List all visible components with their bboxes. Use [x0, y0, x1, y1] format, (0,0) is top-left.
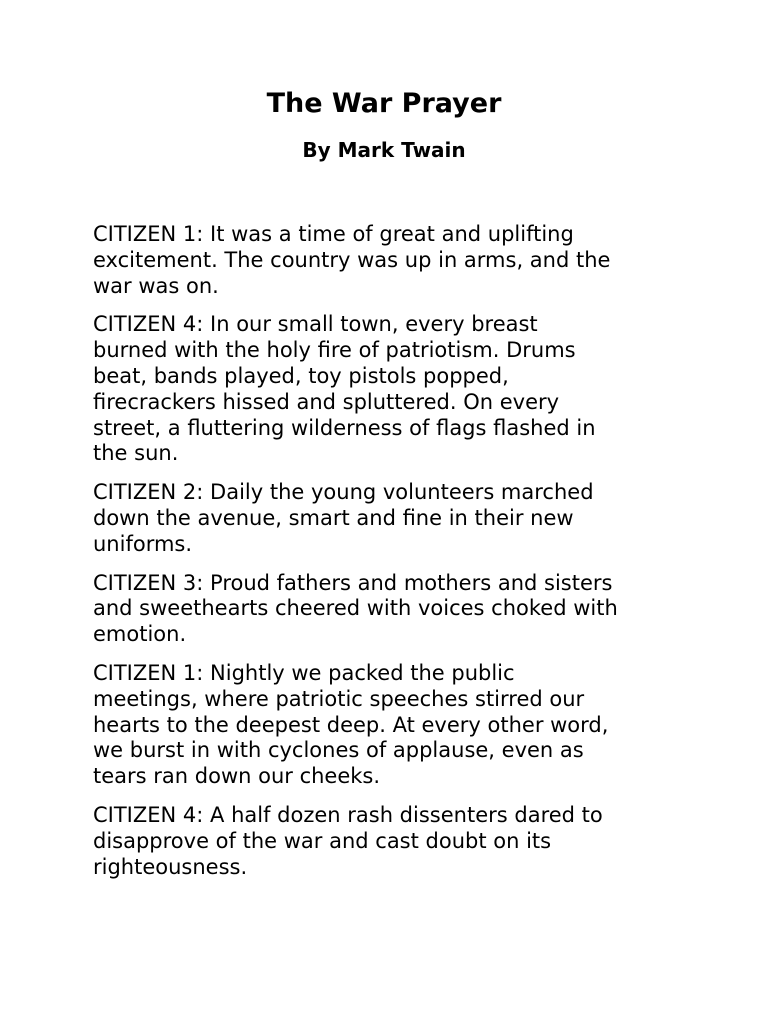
document-title: The War Prayer — [266, 88, 502, 119]
paragraph: CITIZEN 2: Daily the young volunteers marched down the avenue, smart and fine in their new uniforms. — [93, 480, 594, 556]
paragraph: CITIZEN 4: In our small town, every breast burned with the holy fire of patriotism. Drums beat, bands played, toy pistols popped, firecrackers hissed and spluttered. On every street, a fluttering wilderness of flags flashed in the sun. — [93, 312, 596, 466]
paragraph: CITIZEN 3: Proud fathers and mothers and sisters and sweethearts cheered with voices choked with emotion. — [93, 570, 618, 647]
paragraph: CITIZEN 1: It was a time of great and uplifting excitement. The country was up in arms, and the war was on. — [93, 222, 611, 298]
paragraph: CITIZEN 4: A half dozen rash dissenters dared to disapprove of the war and cast doubt on its righteousness. — [93, 802, 603, 879]
document-body — [93, 222, 693, 893]
document-author: By Mark Twain — [302, 138, 466, 162]
paragraph: CITIZEN 1: Nightly we packed the public meetings, where patriotic speeches stirred our hearts to the deepest deep. At every other word, we burst in with cyclones of applause, even as tears ran down our cheeks. — [93, 660, 609, 789]
